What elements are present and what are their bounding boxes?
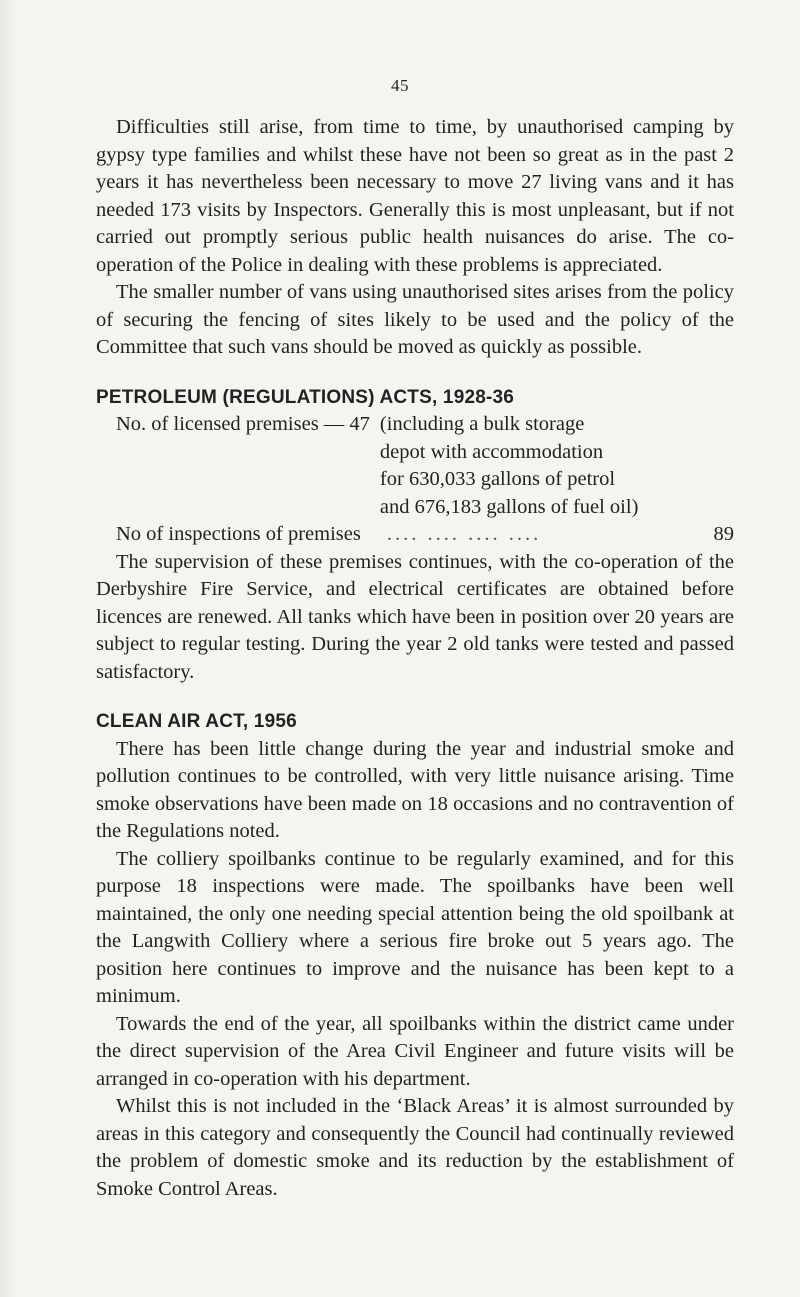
licensed-premises-row	[116, 411, 734, 521]
clean-air-paragraph-4: Whilst this is not included in the ‘Black Areas’ it is almost surrounded by areas in this category and consequently the Council had continually reviewed the problem of domestic smoke and its reduction by the establishment of Smoke Control Areas.	[96, 1095, 734, 1200]
inspections-row	[116, 521, 734, 549]
petroleum-heading: PETROLEUM (REGULATIONS) ACTS, 1928-36	[96, 386, 515, 408]
licensed-detail-line: depot with accommodation	[379, 440, 604, 463]
gypsy-paragraph-2: The smaller number of vans using unauthorised sites arises from the policy of securing the fencing of sites likely to be used and the policy of the Committee that such vans should be moved as quickly as possible.	[96, 281, 734, 358]
licensed-detail-line: (including a bulk storage	[379, 413, 585, 435]
licensed-detail-line: and 676,183 gallons of fuel oil)	[379, 495, 639, 518]
licensed-premises-detail	[380, 411, 734, 521]
leader-dots: .... .... .... ....	[386, 523, 542, 545]
clean-air-paragraph-3: Towards the end of the year, all spoilbanks within the district came under the direct supervision of the Area Civil Engineer and future visits will be arranged in co-operation with his department.	[96, 1012, 734, 1090]
page-body	[96, 114, 734, 1203]
clean-air-paragraph-1: There has been little change during the year and industrial smoke and pollution continues to be controlled, with very little nuisance arising. Time smoke observations have been made on 18 occasions and no contravention of the Regulations noted.	[96, 737, 734, 842]
petroleum-paragraph-1: The supervision of these premises continues, with the co-operation of the Derbyshire Fire Service, and electrical certificates are obtained before licences are renewed. All tanks which have been in position over 20 years are subject to regular testing. During the year 2 old tanks were tested and passed satisfactory.	[96, 550, 734, 683]
clean-air-paragraph-2: The colliery spoilbanks continue to be regularly examined, and for this purpose 18 inspections were made. The spoilbanks have been well maintained, the only one needing special attention being the old spoilbank at the Langwith Colliery where a serious fire broke out 5 years ago. The position here continues to improve and the nuisance has been kept to a minimum.	[96, 847, 734, 1007]
inspections-value: 89	[713, 523, 734, 545]
clean-air-heading: CLEAN AIR ACT, 1956	[96, 711, 297, 732]
page-number: 45	[391, 76, 409, 95]
inspections-label: No of inspections of premises	[116, 523, 361, 545]
licensed-premises-label: No. of licensed premises — 47	[116, 413, 370, 435]
gypsy-paragraph-1: Difficulties still arise, from time to time, by unauthorised camping by gypsy type families and whilst these have not been so great as in the past 2 years it has nevertheless been necessary to move 27 living vans and it has needed 173 visits by Inspectors. Generally this is most unpleasant, but if not carried out promptly serious public health nuisances do arise. The co-operation of the Police in dealing with these problems is appreciated.	[96, 116, 734, 276]
licensed-detail-line: for 630,033 gallons of petrol	[379, 468, 616, 490]
